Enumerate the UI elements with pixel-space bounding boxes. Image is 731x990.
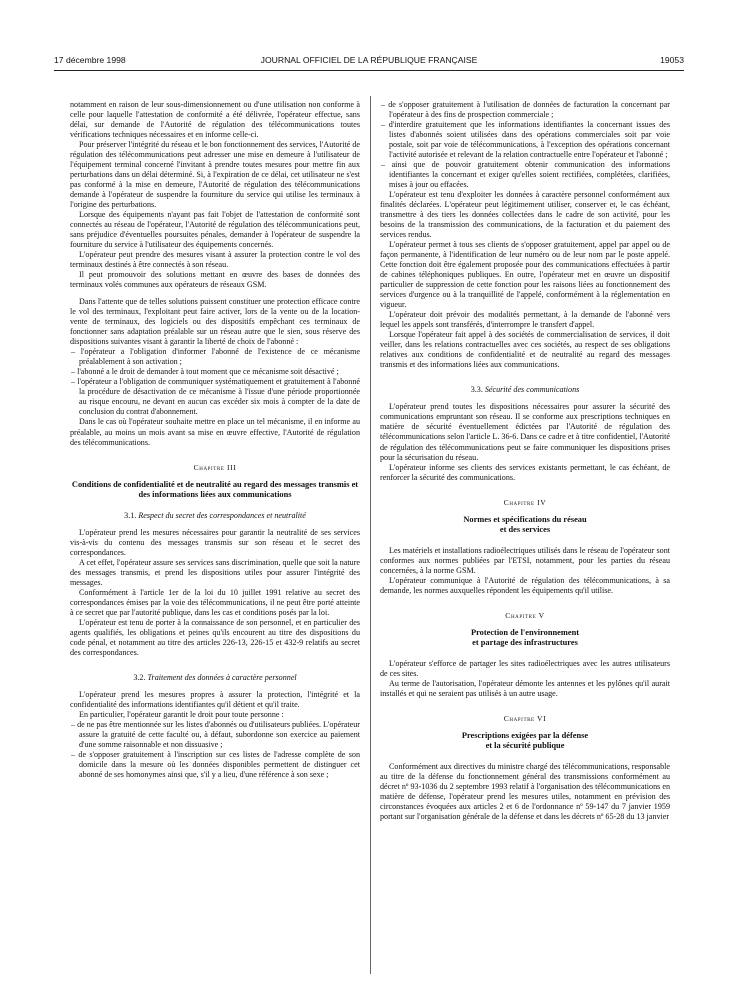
page-header (54, 55, 684, 69)
chapter-label: Chapitre III (193, 462, 237, 472)
chapter-title: Conditions de confidentialité et de neutralité au regard des messages transmis et des informations liées aux communications (71, 479, 359, 499)
list-item: – de s'opposer gratuitement à l'utilisation de données de facturation la concernant par l'opérateur à des fins de prospection commerciale ; (381, 100, 670, 120)
paragraph: Lorsque des équipements n'ayant pas fait l'objet de l'attestation de conformité sont connectés au réseau de l'opérateur, l'Autorité de régulation des télécommunications peut, sans préjudice d'éventuelles poursuites pénales, demander à l'opérateur de suspendre la fourniture du service à l'utilisateur des équipements concernés. (70, 210, 360, 250)
paragraph: L'opérateur informe ses clients des services existants permettant, le cas échéant, de renforcer la sécurité des communications. (380, 462, 670, 482)
chapter-label: Chapitre V (505, 610, 545, 620)
section-heading: 3.1. Respect du secret des correspondances et neutralité (124, 510, 306, 520)
paragraph: L'opérateur prend les mesures propres à assurer la protection, l'intégrité et la confidentialité des informations identifiantes qu'il détient et qu'il traite. (70, 689, 360, 709)
list-item: – ainsi que de pouvoir gratuitement obtenir communication des informations identifiantes la concernant et exiger qu'elles soient rectifiées, complétées, clarifiées, mises à jour ou effacées. (381, 160, 670, 190)
paragraph: Les matériels et installations radioélectriques utilisés dans le réseau de l'opérateur sont conformes aux normes publiées par l'ETSI, notamment, pour les parties du réseau concernées, à la norme GSM. (380, 545, 670, 575)
chapter-title: et partage des infrastructures (472, 637, 578, 647)
list-item: – de s'opposer gratuitement à l'inscription sur ces listes de l'adresse complète de son domicile dans la mesure où les données disponibles permettent de distinguer cet abonné de ses homonymes ainsi que, s'il y a lieu, d'une référence à son sexe ; (71, 749, 360, 779)
paragraph: L'opérateur est tenu de porter à la connaissance de son personnel, et en particulier des agents qualifiés, les obligations et peines qu'ils encourent au titre des dispositions du code pénal, et notamment au titre des articles 226-13, 226-15 et 432-9 relatifs au secret des correspondances. (70, 617, 360, 657)
chapter-title: Normes et spécifications du réseau (463, 514, 587, 524)
chapter-title: et la sécurité publique (485, 740, 565, 750)
header-rule (54, 70, 684, 71)
paragraph: L'opérateur doit prévoir des modalités permettant, à la demande de l'abonné vers lequel les appels sont transférés, d'interrompre le transfert d'appel. (380, 310, 670, 330)
paragraph: L'opérateur est tenu d'exploiter les données à caractère personnel conformément aux finalités déclarées. L'opérateur peut légitimement utiliser, conserver et, le cas échéant, transmettre à des tiers les données collectées dans le cadre de son activité, pour les besoins de la transmission des communications, de la facturation et du paiement des services rendus. (380, 190, 670, 240)
list-item: – l'opérateur a l'obligation de communiquer systématiquement et gratuitement à l'abonné la procédure de désactivation de ce mécanisme à l'issue d'une période proportionnée au risque encouru, ne devant en aucun cas excéder six mois à compter de la date de conclusion du contrat d'abonnement. (71, 377, 360, 417)
paragraph: Lorsque l'opérateur fait appel à des sociétés de commercialisation de services, il doit veiller, dans les relations contractuelles avec ces sociétés, au respect de ses obligations relatives aux conditions de confidentialité et de neutralité au regard des messages transmis et des informations liées aux communications. (380, 330, 670, 370)
chapter-title: Protection de l'environnement (470, 627, 580, 637)
section-heading: 3.3. Sécurité des communications (470, 385, 580, 395)
paragraph: Conformément aux directives du ministre chargé des télécommunications, responsable au titre de la défense du fonctionnement général des transmissions conformément au décret nº 93-1036 du 2 septembre 1993 relatif à l'organisation des télécommunications en matière de défense, l'opérateur prend les mesures utiles, notamment en prévision des circonstances évoquées aux articles 2 et 6 de l'ordonnance nº 59-147 du 7 janvier 1959 portant sur l'organisation générale de la défense et dans les décrets nº 65-28 du 13 janvier (380, 761, 670, 821)
paragraph: L'opérateur permet à tous ses clients de s'opposer gratuitement, appel par appel ou de façon permanente, à l'identification de leur numéro ou de leur nom par le poste appelé. Cette fonction doit être également proposée pour des communications effectuées à partir de cabines téléphoniques publiques. En outre, l'opérateur met en œuvre un dispositif particulier de suppression de cette fonction pour les raisons liées au fonctionnement des services d'urgence ou à la tranquillité de l'appelé, conformément à la réglementation en vigueur. (380, 240, 670, 310)
header-page-number: 19053 (660, 55, 684, 65)
paragraph: En particulier, l'opérateur garantit le droit pour toute personne : (79, 709, 284, 719)
section-heading: 3.2. Traitement des données à caractère personnel (133, 672, 297, 682)
column-divider (370, 96, 371, 974)
paragraph: Conformément à l'article 1er de la loi du 10 juillet 1991 relative au secret des correspondances émises par la voie des télécommunications, il ne peut être porté atteinte à ce secret que par l'autorité publique, dans les cas et conditions posés par la loi. (70, 587, 360, 617)
right-column (380, 100, 670, 980)
paragraph: L'opérateur communique à l'Autorité de régulation des télécommunications, à sa demande, les normes auxquelles répondent les équipements qu'il utilise. (380, 575, 670, 595)
chapter-title: Prescriptions exigées par la défense (461, 730, 589, 740)
list-item: – l'abonné a le droit de demander à tout moment que ce mécanisme soit désactivé ; (71, 367, 339, 377)
list-item: – de ne pas être mentionnée sur les listes d'abonnés ou d'utilisateurs publiées. L'opérateur assure la gratuité de cette faculté ou, à défaut, subordonne son exercice au paiement d'une somme raisonnable et non dissuasive ; (71, 719, 360, 749)
paragraph: Au terme de l'autorisation, l'opérateur démonte les antennes et les pylônes qu'il aurait installés et qui ne seraient pas utilisés à un autre usage. (380, 678, 670, 698)
paragraph: L'opérateur prend toutes les dispositions nécessaires pour assurer la sécurité des communications empruntant son réseau. Il se conforme aux prescriptions techniques en matière de sécurité éventuellement édictées par l'Autorité de régulation des télécommunications selon l'article L. 36-6. Dans ce cadre et à titre confidentiel, l'Autorité de régulation des télécommunications peut se faire communiquer les dispositions prises pour la sécurisation du réseau. (380, 402, 670, 462)
paragraph: Dans le cas où l'opérateur souhaite mettre en place un tel mécanisme, il en informe au préalable, au moins un mois avant sa mise en œuvre effective, l'Autorité de régulation des télécommunications. (70, 417, 360, 447)
paragraph: L'opérateur s'efforce de partager les sites radioélectriques avec les autres utilisateurs de ces sites. (380, 658, 670, 678)
left-column (70, 100, 360, 980)
paragraph: Il peut promouvoir des solutions mettant en œuvre des bases de données des terminaux volés communes aux opérateurs de réseaux GSM. (70, 270, 360, 290)
paragraph: Dans l'attente que de telles solutions puissent constituer une protection efficace contre le vol des terminaux, l'exploitant peut faire activer, lors de la vente ou de la location-vente de terminaux, des logiciels ou des dispositifs empêchant ces terminaux de fonctionner sans adaptation préalable sur un réseau autre que le sien, sous réserve des dispositions suivantes visant à garantir la liberté de choix de l'abonné : (70, 297, 360, 347)
paragraph: L'opérateur prend les mesures nécessaires pour garantir la neutralité de ses services vis-à-vis du contenu des messages transmis sur son réseau et le secret des correspondances. (70, 527, 360, 557)
paragraph: A cet effet, l'opérateur assure ses services sans discrimination, quelle que soit la nature des messages transmis, et prend les dispositions utiles pour assurer l'intégrité des messages. (70, 557, 360, 587)
chapter-title: et des services (499, 524, 551, 534)
chapter-label: Chapitre VI (503, 713, 547, 723)
paragraph: L'opérateur peut prendre des mesures visant à assurer la protection contre le vol des terminaux destinés à être connectés à son réseau. (70, 250, 360, 270)
header-journal-title: JOURNAL OFFICIEL DE LA RÉPUBLIQUE FRANÇAISE (260, 55, 478, 65)
list-item: – l'opérateur a l'obligation d'informer l'abonné de l'existence de ce mécanisme préalablement à son activation ; (71, 347, 360, 367)
header-date: 17 décembre 1998 (54, 55, 126, 65)
paragraph: Pour préserver l'intégrité du réseau et le bon fonctionnement des services, l'Autorité de régulation des télécommunications peut adresser une mise en demeure à l'utilisateur de l'équipement terminal concerné l'invitant à prendre toutes mesures pour mettre fin aux perturbations dans un délai déterminé. Si, à l'expiration de ce délai, cet utilisateur ne s'est pas conformé à la mise en demeure, l'Autorité de régulation des télécommunications demande à l'opérateur de suspendre la fourniture du service qui utilise les terminaux à l'origine des perturbations. (70, 140, 360, 210)
paragraph: notamment en raison de leur sous-dimensionnement ou d'une utilisation non conforme à celle pour laquelle l'attestation de conformité a été délivrée, l'opérateur effectue, sans délai, sur demande de l'Autorité de régulation des télécommunications toutes vérifications techniques nécessaires et en informe celle-ci. (70, 100, 360, 140)
chapter-label: Chapitre IV (503, 497, 547, 507)
list-item: – d'interdire gratuitement que les informations identifiantes la concernant issues des listes d'abonnés soient utilisées dans des opérations commerciales soit par voie postale, soit par voie de télécommunications, à l'exception des opérations concernant l'activité autorisée et relevant de la relation contractuelle entre l'opérateur et l'abonné ; (381, 120, 670, 160)
